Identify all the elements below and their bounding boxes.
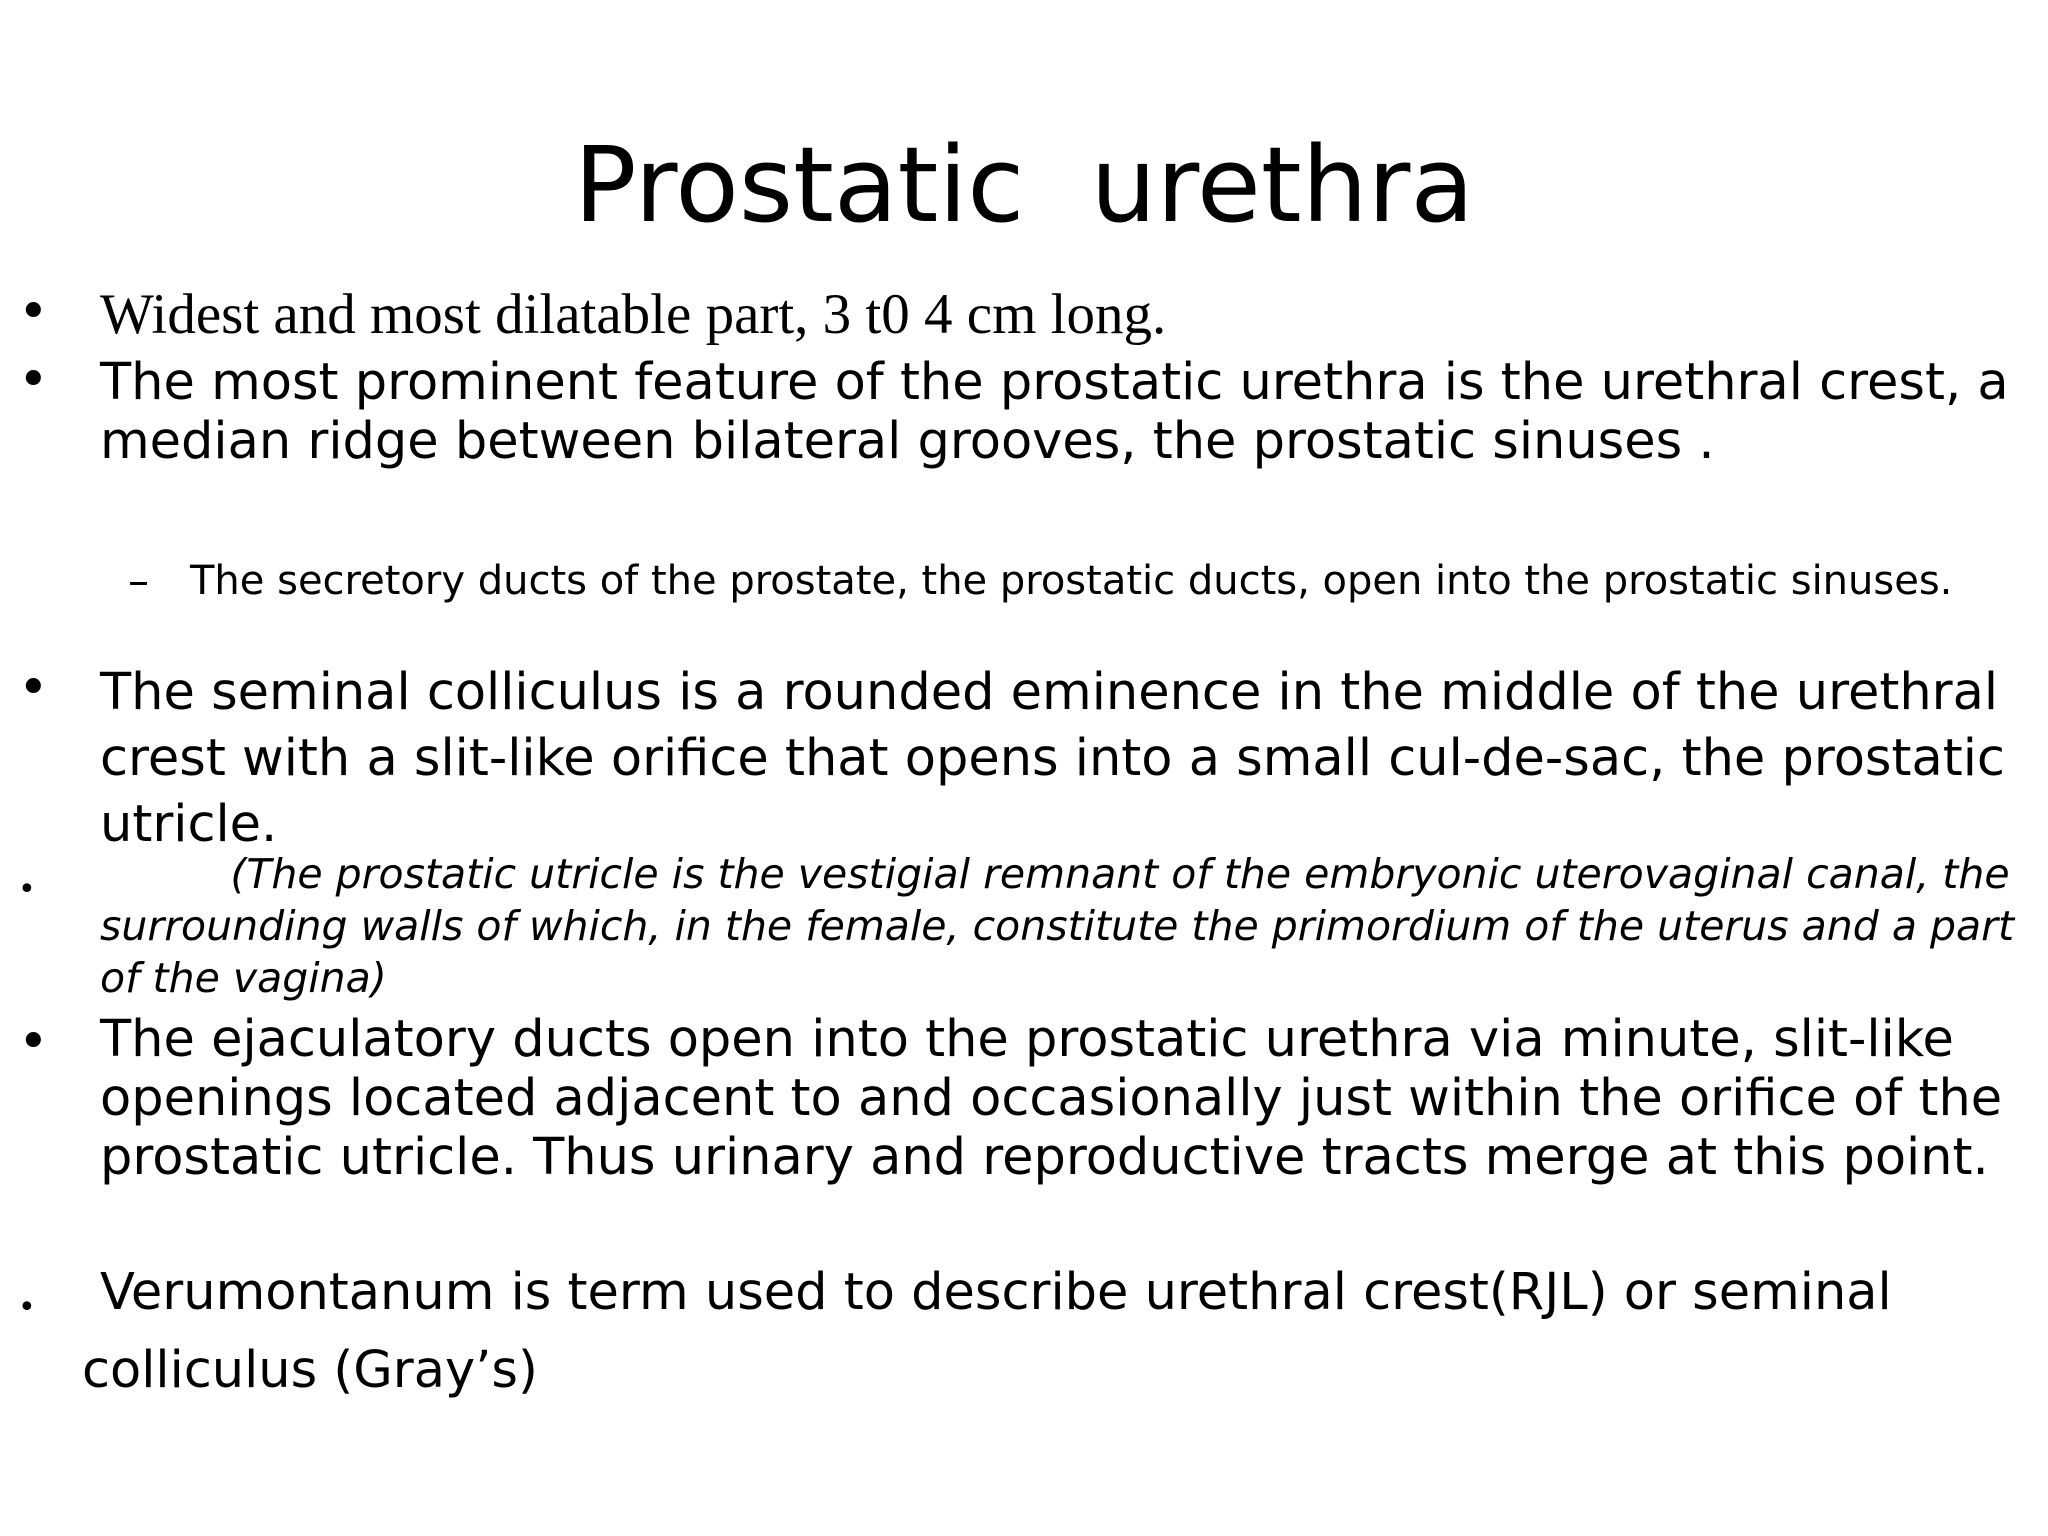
bullet-text-seminal-colliculus: The seminal colliculus is a rounded eminence in the middle of the urethral crest with a slit-like orifice that opens into a small cul-de-sac, the prostatic utricle. <box>100 663 2005 854</box>
bullet-marker: • <box>18 658 49 718</box>
bullet-text-ejaculatory-ducts: The ejaculatory ducts open into the prostatic urethra via minute, slit-like openings located adjacent to and occasionally just within the orifice of the prostatic utricle. Thus urinary and reproductive tracts merge at this point. <box>100 1010 2003 1187</box>
bullet-text-utricle-note: (The prostatic utricle is the vestigial remnant of the embryonic uterovaginal canal, the surrounding walls of which, in the female, constitute the primordium of the uterus and a part of the vagina) <box>100 850 2028 1002</box>
bullet-marker: • <box>18 282 49 342</box>
slide-title: Prostatic urethra <box>573 124 1475 246</box>
bullet-text-urethral-crest: The most prominent feature of the prostatic urethra is the urethral crest, a median ridge between bilateral grooves, the prostatic sinuses . <box>100 353 2009 471</box>
bullet-marker: • <box>18 1012 49 1072</box>
bullet-marker: • <box>18 350 49 410</box>
bullet-marker: • <box>18 1290 36 1325</box>
bullet-text-widest: Widest and most dilatable part, 3 t0 4 cm long. <box>100 283 1167 346</box>
bullet-text-verumontanum: Verumontanum is term used to describe urethral crest(RJL) or seminal colliculus (Gray’s) <box>82 1263 1892 1400</box>
sub-bullet-text-prostatic-ducts: The secretory ducts of the prostate, the prostatic ducts, open into the prostatic sinuses. <box>190 558 1953 604</box>
bullet-marker: • <box>18 872 36 907</box>
sub-bullet-marker: – <box>128 556 149 605</box>
